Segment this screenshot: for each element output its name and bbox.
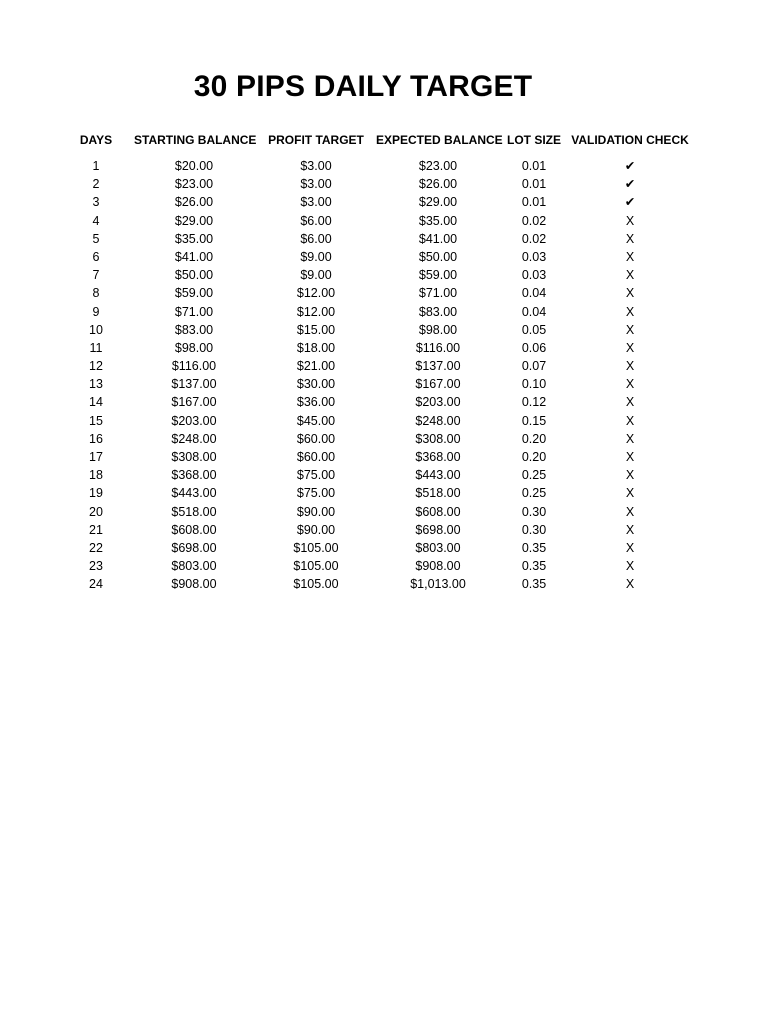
cell-validation-check: ✔: [624, 159, 636, 173]
cell-expected-balance: $803.00: [415, 540, 461, 555]
cell-day: 12: [89, 359, 103, 374]
cell-profit-target: $3.00: [300, 195, 332, 210]
cell-expected-balance: $908.00: [415, 559, 461, 574]
cell-profit-target: $18.00: [296, 340, 336, 355]
cell-expected-balance: $518.00: [415, 486, 461, 501]
cell-day: 7: [92, 268, 100, 283]
cell-validation-check: X: [625, 540, 635, 555]
cell-profit-target: $15.00: [296, 322, 336, 337]
table-row: [0, 266, 768, 284]
cell-lot-size: 0.30: [521, 504, 547, 519]
table-row: [0, 175, 768, 193]
cell-starting-balance: $20.00: [174, 159, 214, 173]
cell-validation-check: X: [625, 340, 635, 355]
cell-profit-target: $75.00: [296, 468, 336, 483]
cell-validation-check: X: [625, 504, 635, 519]
cell-profit-target: $60.00: [296, 450, 336, 464]
cell-lot-size: 0.20: [521, 450, 547, 464]
cell-day: 18: [89, 468, 103, 483]
cell-validation-check: X: [625, 413, 635, 428]
cell-day: 21: [89, 522, 103, 537]
cell-profit-target: $3.00: [300, 159, 332, 173]
table-row: [0, 321, 768, 339]
cell-validation-check: X: [625, 522, 635, 537]
table-row: [0, 466, 768, 484]
cell-day: 15: [89, 413, 103, 428]
cell-expected-balance: $443.00: [415, 468, 461, 483]
cell-starting-balance: $203.00: [171, 413, 217, 428]
header-days: DAYS: [79, 133, 113, 147]
cell-lot-size: 0.04: [521, 286, 547, 301]
cell-expected-balance: $35.00: [418, 213, 458, 228]
cell-starting-balance: $29.00: [174, 213, 214, 228]
cell-validation-check: X: [625, 359, 635, 374]
cell-starting-balance: $35.00: [174, 231, 214, 246]
cell-starting-balance: $698.00: [171, 540, 217, 555]
cell-validation-check: X: [625, 450, 635, 464]
cell-day: 20: [89, 504, 103, 519]
header-validation-check: VALIDATION CHECK: [571, 133, 689, 147]
cell-day: 2: [92, 177, 100, 192]
table-row: [0, 157, 768, 175]
cell-lot-size: 0.30: [521, 522, 547, 537]
cell-day: 24: [89, 577, 103, 592]
cell-lot-size: 0.05: [521, 322, 547, 337]
cell-day: 13: [89, 377, 103, 392]
cell-expected-balance: $368.00: [415, 450, 461, 464]
cell-starting-balance: $248.00: [171, 431, 217, 446]
cell-lot-size: 0.02: [521, 231, 547, 246]
cell-lot-size: 0.10: [521, 377, 547, 392]
cell-expected-balance: $50.00: [418, 249, 458, 264]
cell-validation-check: X: [625, 213, 635, 228]
cell-profit-target: $36.00: [296, 395, 336, 410]
cell-expected-balance: $98.00: [418, 322, 458, 337]
cell-starting-balance: $167.00: [171, 395, 217, 410]
cell-starting-balance: $59.00: [174, 286, 214, 301]
cell-profit-target: $60.00: [296, 431, 336, 446]
table-row: [0, 521, 768, 539]
cell-expected-balance: $116.00: [415, 340, 461, 355]
cell-lot-size: 0.07: [521, 359, 547, 374]
cell-expected-balance: $29.00: [418, 195, 458, 210]
cell-profit-target: $9.00: [300, 268, 332, 283]
cell-day: 8: [92, 286, 100, 301]
target-table: [0, 130, 768, 594]
cell-expected-balance: $41.00: [418, 231, 458, 246]
cell-starting-balance: $518.00: [171, 504, 217, 519]
header-profit-target: PROFIT TARGET: [268, 133, 364, 147]
header-starting-balance: STARTING BALANCE: [134, 133, 257, 147]
cell-profit-target: $3.00: [300, 177, 332, 192]
cell-starting-balance: $908.00: [171, 577, 217, 592]
cell-expected-balance: $83.00: [418, 304, 458, 319]
cell-day: 22: [89, 540, 103, 555]
table-row: [0, 557, 768, 575]
page-title: 30 PIPS DAILY TARGET: [193, 70, 533, 103]
cell-expected-balance: $308.00: [415, 431, 461, 446]
table-row: [0, 284, 768, 302]
cell-lot-size: 0.03: [521, 249, 547, 264]
cell-starting-balance: $41.00: [174, 249, 214, 264]
cell-lot-size: 0.35: [521, 559, 547, 574]
table-row: [0, 539, 768, 557]
cell-expected-balance: $26.00: [418, 177, 458, 192]
cell-validation-check: ✔: [624, 177, 636, 192]
cell-lot-size: 0.25: [521, 468, 547, 483]
cell-expected-balance: $71.00: [418, 286, 458, 301]
cell-day: 11: [89, 340, 103, 355]
cell-profit-target: $21.00: [296, 359, 336, 374]
cell-profit-target: $105.00: [293, 540, 339, 555]
table-row: [0, 303, 768, 321]
cell-validation-check: X: [625, 377, 635, 392]
cell-validation-check: X: [625, 577, 635, 592]
table-row: [0, 503, 768, 521]
cell-validation-check: X: [625, 304, 635, 319]
header-expected-balance: EXPECTED BALANCE: [376, 133, 503, 147]
cell-lot-size: 0.06: [521, 340, 547, 355]
cell-day: 1: [92, 159, 100, 173]
table-row: [0, 339, 768, 357]
cell-starting-balance: $368.00: [171, 468, 217, 483]
cell-starting-balance: $116.00: [171, 359, 217, 374]
cell-starting-balance: $50.00: [174, 268, 214, 283]
cell-lot-size: 0.35: [521, 577, 547, 592]
cell-starting-balance: $98.00: [174, 340, 214, 355]
cell-starting-balance: $83.00: [174, 322, 214, 337]
cell-validation-check: X: [625, 431, 635, 446]
cell-starting-balance: $608.00: [171, 522, 217, 537]
cell-profit-target: $9.00: [300, 249, 332, 264]
table-row: [0, 193, 768, 211]
cell-profit-target: $12.00: [296, 304, 336, 319]
cell-validation-check: X: [625, 486, 635, 501]
table-row: [0, 393, 768, 411]
cell-starting-balance: $23.00: [174, 177, 214, 192]
cell-profit-target: $30.00: [296, 377, 336, 392]
cell-profit-target: $105.00: [293, 559, 339, 574]
cell-profit-target: $75.00: [296, 486, 336, 501]
cell-lot-size: 0.20: [521, 431, 547, 446]
cell-expected-balance: $137.00: [415, 359, 461, 374]
cell-validation-check: ✔: [624, 195, 636, 210]
cell-starting-balance: $71.00: [174, 304, 214, 319]
cell-day: 10: [89, 322, 103, 337]
cell-expected-balance: $1,013.00: [410, 577, 466, 592]
cell-validation-check: X: [625, 268, 635, 283]
cell-validation-check: X: [625, 322, 635, 337]
table-header-row: [0, 130, 768, 150]
cell-day: 5: [92, 231, 100, 246]
cell-lot-size: 0.04: [521, 304, 547, 319]
table-row: [0, 448, 768, 466]
table-row: [0, 248, 768, 266]
cell-day: 6: [92, 249, 100, 264]
cell-validation-check: X: [625, 468, 635, 483]
table-row: [0, 430, 768, 448]
table-row: [0, 484, 768, 502]
cell-lot-size: 0.35: [521, 540, 547, 555]
cell-lot-size: 0.25: [521, 486, 547, 501]
cell-profit-target: $90.00: [296, 504, 336, 519]
table-row: [0, 230, 768, 248]
cell-lot-size: 0.03: [521, 268, 547, 283]
cell-lot-size: 0.15: [521, 413, 547, 428]
cell-validation-check: X: [625, 249, 635, 264]
cell-day: 23: [89, 559, 103, 574]
cell-validation-check: X: [625, 559, 635, 574]
cell-validation-check: X: [625, 395, 635, 410]
cell-profit-target: $6.00: [300, 213, 332, 228]
cell-day: 4: [92, 213, 100, 228]
cell-profit-target: $12.00: [296, 286, 336, 301]
cell-expected-balance: $698.00: [415, 522, 461, 537]
cell-profit-target: $6.00: [300, 231, 332, 246]
cell-validation-check: X: [625, 286, 635, 301]
cell-day: 19: [89, 486, 103, 501]
cell-starting-balance: $26.00: [174, 195, 214, 210]
cell-profit-target: $45.00: [296, 413, 336, 428]
cell-profit-target: $90.00: [296, 522, 336, 537]
cell-lot-size: 0.01: [521, 195, 547, 210]
cell-day: 3: [92, 195, 100, 210]
table-row: [0, 575, 768, 593]
cell-day: 16: [89, 431, 103, 446]
table-row: [0, 412, 768, 430]
cell-lot-size: 0.02: [521, 213, 547, 228]
cell-expected-balance: $23.00: [418, 159, 458, 173]
cell-day: 17: [89, 450, 103, 464]
cell-day: 14: [89, 395, 103, 410]
cell-expected-balance: $248.00: [415, 413, 461, 428]
cell-lot-size: 0.01: [521, 177, 547, 192]
table-row: [0, 357, 768, 375]
cell-lot-size: 0.01: [521, 159, 547, 173]
cell-starting-balance: $443.00: [171, 486, 217, 501]
cell-expected-balance: $203.00: [415, 395, 461, 410]
cell-starting-balance: $803.00: [171, 559, 217, 574]
cell-expected-balance: $608.00: [415, 504, 461, 519]
cell-expected-balance: $167.00: [415, 377, 461, 392]
cell-day: 9: [92, 304, 100, 319]
cell-starting-balance: $137.00: [171, 377, 217, 392]
cell-profit-target: $105.00: [293, 577, 339, 592]
table-body: [0, 157, 768, 594]
cell-expected-balance: $59.00: [418, 268, 458, 283]
table-row: [0, 212, 768, 230]
cell-lot-size: 0.12: [521, 395, 547, 410]
cell-starting-balance: $308.00: [171, 450, 217, 464]
header-lot-size: LOT SIZE: [507, 133, 561, 147]
table-row: [0, 375, 768, 393]
cell-validation-check: X: [625, 231, 635, 246]
